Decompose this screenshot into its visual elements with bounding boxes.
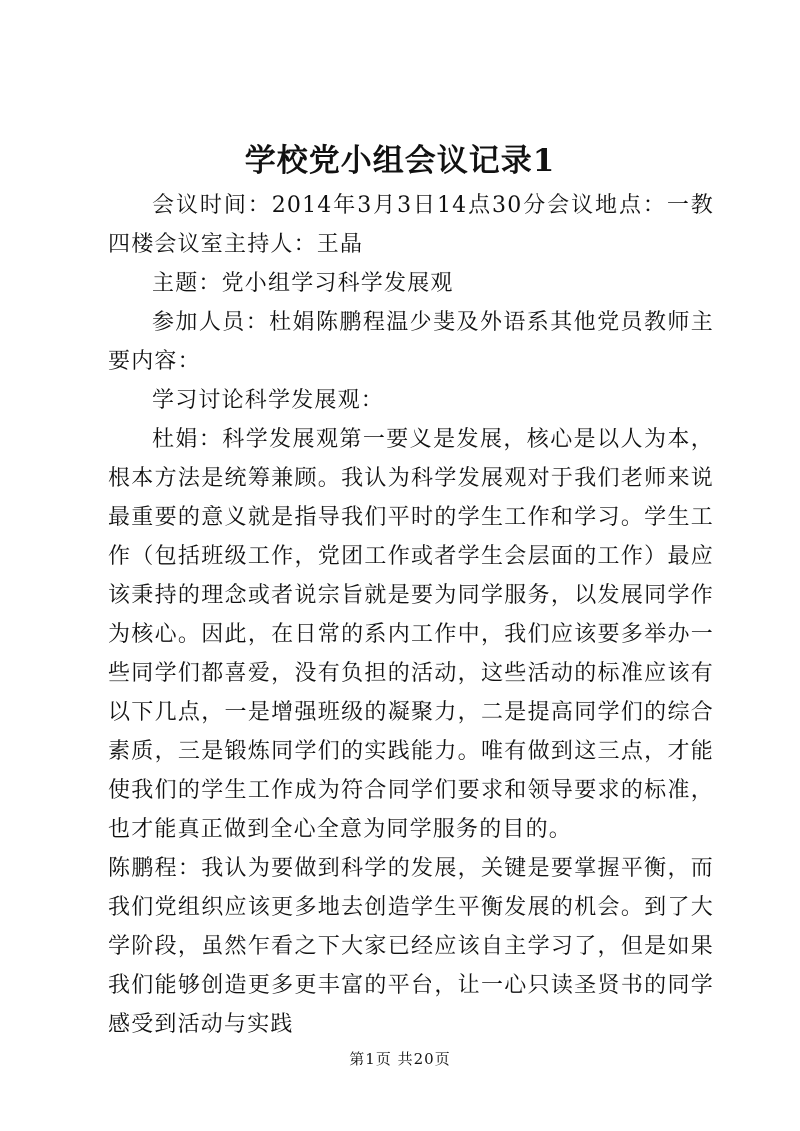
document-title: 学校党小组会议记录1	[244, 143, 556, 179]
chenpengcheng-speech-paragraph: 陈鹏程：我认为要做到科学的发展，关键是要掌握平衡，而我们党组织应该更多地去创造学生平衡发展的机会。到了大学阶段，虽然乍看之下大家已经应该自主学习了，但是如果我们能够创造更多更丰富的平台，让一心只读圣贤书的同学感受到活动与实践	[108, 856, 714, 1037]
meeting-info-paragraph: 会议时间：2014年3月3日14点30分会议地点：一教四楼会议室主持人：王晶	[108, 193, 714, 257]
document-body	[108, 186, 714, 1044]
attendees-paragraph: 参加人员：杜娟陈鹏程温少斐及外语系其他党员教师主要内容：	[108, 310, 714, 374]
page-footer: 第1页 共20页	[349, 1050, 451, 1068]
discussion-heading-paragraph: 学习讨论科学发展观：	[152, 388, 385, 413]
dujuan-speech-paragraph: 杜娟：科学发展观第一要义是发展，核心是以人为本，根本方法是统筹兼顾。我认为科学发展观对于我们老师来说最重要的意义就是指导我们平时的学生工作和学习。学生工作（包括班级工作，党团工作或者学生会层面的工作）最应该秉持的理念或者说宗旨就是要为同学服务，以发展同学作为核心。因此，在日常的系内工作中，我们应该要多举办一些同学们都喜爱，没有负担的活动，这些活动的标准应该有以下几点，一是增强班级的凝聚力，二是提高同学们的综合素质，三是锻炼同学们的实践能力。唯有做到这三点，才能使我们的学生工作成为符合同学们要求和领导要求的标准，也才能真正做到全心全意为同学服务的目的。	[108, 427, 714, 842]
topic-paragraph: 主题：党小组学习科学发展观	[152, 271, 454, 296]
